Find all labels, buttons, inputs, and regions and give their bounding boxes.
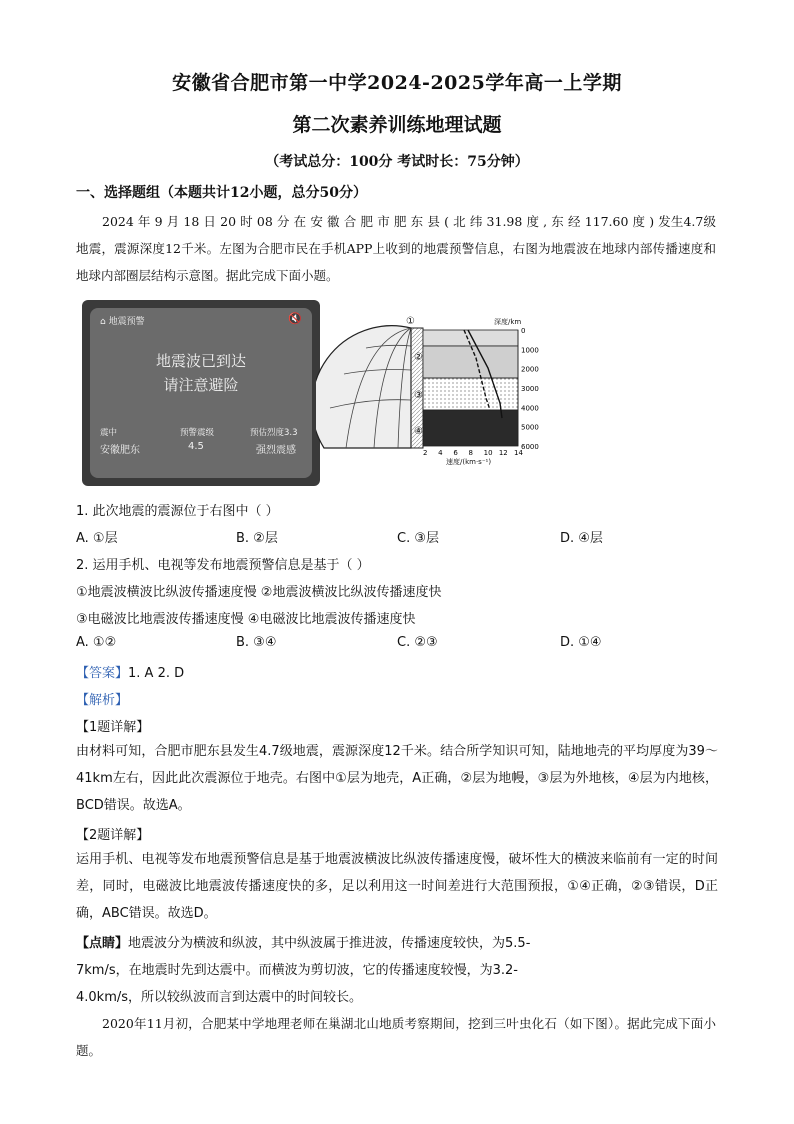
speed-tick-label: 8 xyxy=(468,449,473,457)
intro-paragraph-2: 2020年11月初，合肥某中学地理老师在巢湖北山地质考察期间，挖到三叶虫化石（如下图）。据此完成下面小题。 xyxy=(76,1016,716,1058)
earth-structure-diagram xyxy=(316,298,556,468)
answer-text: 1. A 2. D xyxy=(128,666,185,681)
alert-header xyxy=(100,314,145,327)
layer-label-1: ① xyxy=(406,316,415,327)
q1-option-d[interactable]: D. ④层 xyxy=(560,531,603,546)
tip-text-1: 地震波分为横波和纵波，其中纵波属于推进波，传播速度较快，为5.5- xyxy=(128,936,531,951)
q2-statements-line-1: ①地震波横波比纵波传播速度慢 ②地震波横波比纵波传播速度快 xyxy=(76,585,442,600)
detail-1-label: 【1题详解】 xyxy=(76,720,150,735)
speed-tick-label: 10 xyxy=(483,449,493,457)
home-icon: ⌂ xyxy=(100,317,106,327)
speed-axis-title: 速度/(km·s⁻¹) xyxy=(446,458,492,466)
intensity-block xyxy=(250,426,298,456)
layer-label-2: ② xyxy=(414,352,423,363)
depth-tick-label: 4000 xyxy=(521,404,539,413)
figure-block xyxy=(76,298,716,488)
intensity-label: 预估烈度3.3 xyxy=(250,428,298,438)
mute-icon: 🔇 xyxy=(288,312,302,325)
magnitude-block xyxy=(180,426,214,452)
tip-label: 【点睛】 xyxy=(76,936,129,951)
detail-2-label: 【2题详解】 xyxy=(76,828,150,843)
alert-line-2: 请注意避险 xyxy=(163,376,239,394)
q2-option-a[interactable]: A. ①② xyxy=(76,635,117,650)
intensity-value: 强烈震感 xyxy=(256,445,296,456)
earthquake-alert-card xyxy=(90,308,312,478)
q1-option-b[interactable]: B. ②层 xyxy=(236,531,278,546)
title-line-2: 第二次素养训练地理试题 xyxy=(292,114,502,136)
q1-option-c[interactable]: C. ③层 xyxy=(397,531,439,546)
answer-label: 【答案】 xyxy=(76,666,129,681)
speed-tick-label: 4 xyxy=(438,449,443,457)
magnitude-label: 预警震级 xyxy=(180,428,215,438)
speed-ticks xyxy=(423,449,523,457)
q1-option-a[interactable]: A. ①层 xyxy=(76,531,118,546)
speed-tick-label: 6 xyxy=(453,449,458,457)
depth-ticks xyxy=(521,327,539,451)
q2-option-b[interactable]: B. ③④ xyxy=(236,635,277,650)
speed-tick-label: 12 xyxy=(498,449,508,457)
q2-statements-line-2: ③电磁波比地震波传播速度慢 ④电磁波比地震波传播速度快 xyxy=(76,612,416,627)
phone-screenshot xyxy=(82,300,320,486)
detail-1-text: 由材料可知，合肥市肥东县发生4.7级地震，震源深度12千米。结合所学知识可知，陆地地壳的平均厚度为39～41km左右，因此此次震源位于地壳。右图中①层为地壳，A正确，②层为地幔，③层为外地核，④层为内地核，BCD错误。故选A。 xyxy=(76,744,718,813)
question-1-stem: 1. 此次地震的震源位于右图中（ ） xyxy=(76,504,279,519)
layers-panel xyxy=(423,330,518,446)
answer-line xyxy=(76,662,184,681)
q2-option-d[interactable]: D. ①④ xyxy=(560,635,602,650)
tip-line-1 xyxy=(76,932,530,951)
question-2-stem: 2. 运用手机、电视等发布地震预警信息是基于（ ） xyxy=(76,558,370,573)
globe-cutaway xyxy=(316,326,423,448)
alert-header-label: 地震预警 xyxy=(108,317,145,327)
analysis-label: 【解析】 xyxy=(76,693,129,708)
tip-text-2: 7km/s，在地震时先到达震中。而横波为剪切波，它的传播速度较慢，为3.2- xyxy=(76,963,518,978)
magnitude-value: 4.5 xyxy=(188,441,204,452)
depth-tick-label: 3000 xyxy=(521,385,539,393)
epicenter-block xyxy=(100,426,140,456)
intro-paragraph-1: 2024 年 9 月 18 日 20 时 08 分 在 安 徽 合 肥 市 肥 东 县 ( 北 纬 31.98 度 , 东 经 117.60 度 ) 发生4.7级地震，震源深度12千米。左图为合肥市民在手机APP上收到的地震预警信息，右图为地震波在地球内部传播速度和地球内部圈层结构示意图。据此完成下面小题。 xyxy=(76,214,716,283)
depth-tick-label: 6000 xyxy=(521,443,539,451)
layer-label-4: ④ xyxy=(414,426,423,437)
depth-tick-label: 0 xyxy=(521,327,526,335)
depth-tick-label: 1000 xyxy=(521,346,539,355)
speed-tick-label: 14 xyxy=(514,449,523,457)
depth-tick-label: 2000 xyxy=(521,365,539,374)
epicenter-label: 震中 xyxy=(100,428,118,438)
layer-label-3: ③ xyxy=(414,390,423,401)
section-heading: 一、选择题组（本题共计12小题，总分50分） xyxy=(76,185,367,201)
depth-axis-title: 深度/km xyxy=(494,318,522,326)
exam-info: （考试总分：100分 考试时长：75分钟） xyxy=(265,154,529,170)
alert-line-1: 地震波已到达 xyxy=(155,352,246,370)
speed-tick-label: 2 xyxy=(423,449,428,457)
depth-tick-label: 5000 xyxy=(521,423,539,432)
epicenter-value: 安徽肥东 xyxy=(100,445,140,456)
tip-text-3: 4.0km/s，所以较纵波而言到达震中的时间较长。 xyxy=(76,990,363,1005)
title-line-1: 安徽省合肥市第一中学2024-2025学年高一上学期 xyxy=(172,72,622,94)
detail-2-text: 运用手机、电视等发布地震预警信息是基于地震波横波比纵波传播速度慢，破坏性大的横波来临前有一定的时间差，同时，电磁波比地震波传播速度快的多，足以利用这一时间差进行大范围预报，①④正确，②③错误，D正确，ABC错误。故选D。 xyxy=(76,852,718,921)
q2-option-c[interactable]: C. ②③ xyxy=(397,635,438,650)
